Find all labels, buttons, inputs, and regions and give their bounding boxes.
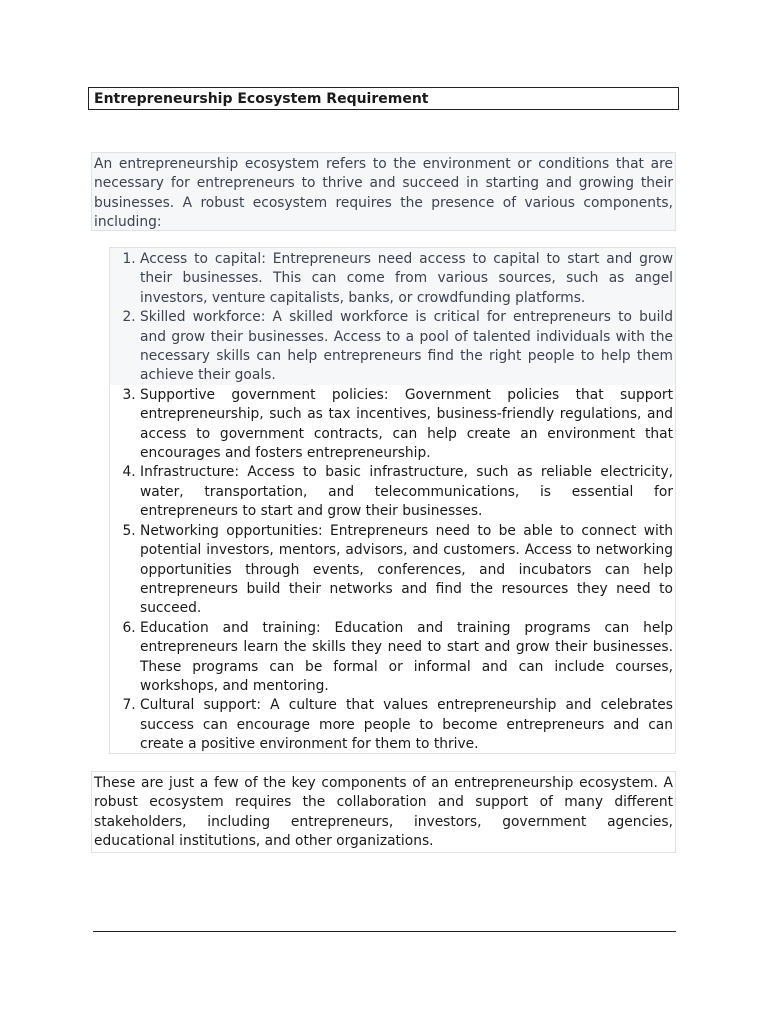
components-list: [110, 248, 675, 755]
closing-paragraph: These are just a few of the key components of an entrepreneurship ecosystem. A robust ecosystem requires the collaboration and support of many different stakeholders, including entrepreneurs, investors, government agencies, educational institutions, and other organizations.: [91, 771, 676, 853]
list-item-networking: 5. Networking opportunities: Entrepreneurs need to be able to connect with potential investors, mentors, advisors, and customers. Access to networking opportunities through events, conferences, and incubators can help entrepreneurs build their networks and find the resources they need to succeed.: [140, 522, 673, 619]
list-item-skilled-workforce: 2. Skilled workforce: A skilled workforce is critical for entrepreneurs to build and grow their businesses. Access to a pool of talented individuals with the necessary skills can help entrepreneurs find the right people to help them achieve their goals.: [140, 308, 673, 386]
list-item-cultural-support: 7. Cultural support: A culture that values entrepreneurship and celebrates success can encourage more people to become entrepreneurs and can create a positive environment for them to thrive.: [140, 696, 673, 754]
list-item-access-to-capital: 1. Access to capital: Entrepreneurs need access to capital to start and grow their businesses. This can come from various sources, such as angel investors, venture capitalists, banks, or crowdfunding platforms.: [140, 250, 673, 308]
components-list-container: [109, 247, 676, 754]
footer-divider: [93, 931, 676, 932]
intro-paragraph: An entrepreneurship ecosystem refers to the environment or conditions that are necessary for entrepreneurs to thrive and succeed in starting and growing their businesses. A robust ecosystem requires the presence of various components, including:: [91, 152, 676, 231]
list-item-education-training: 6. Education and training: Education and training programs can help entrepreneurs learn the skills they need to start and grow their businesses. These programs can be formal or informal and can include courses, workshops, and mentoring.: [140, 619, 673, 697]
list-item-infrastructure: 4. Infrastructure: Access to basic infrastructure, such as reliable electricity, water, transportation, and telecommunications, is essential for entrepreneurs to start and grow their businesses.: [140, 463, 673, 521]
document-title: Entrepreneurship Ecosystem Requirement: [88, 87, 679, 110]
list-item-government-policies: 3. Supportive government policies: Government policies that support entrepreneurship, such as tax incentives, business-friendly regulations, and access to government contracts, can help create an environment that encourages and fosters entrepreneurship.: [140, 386, 673, 464]
